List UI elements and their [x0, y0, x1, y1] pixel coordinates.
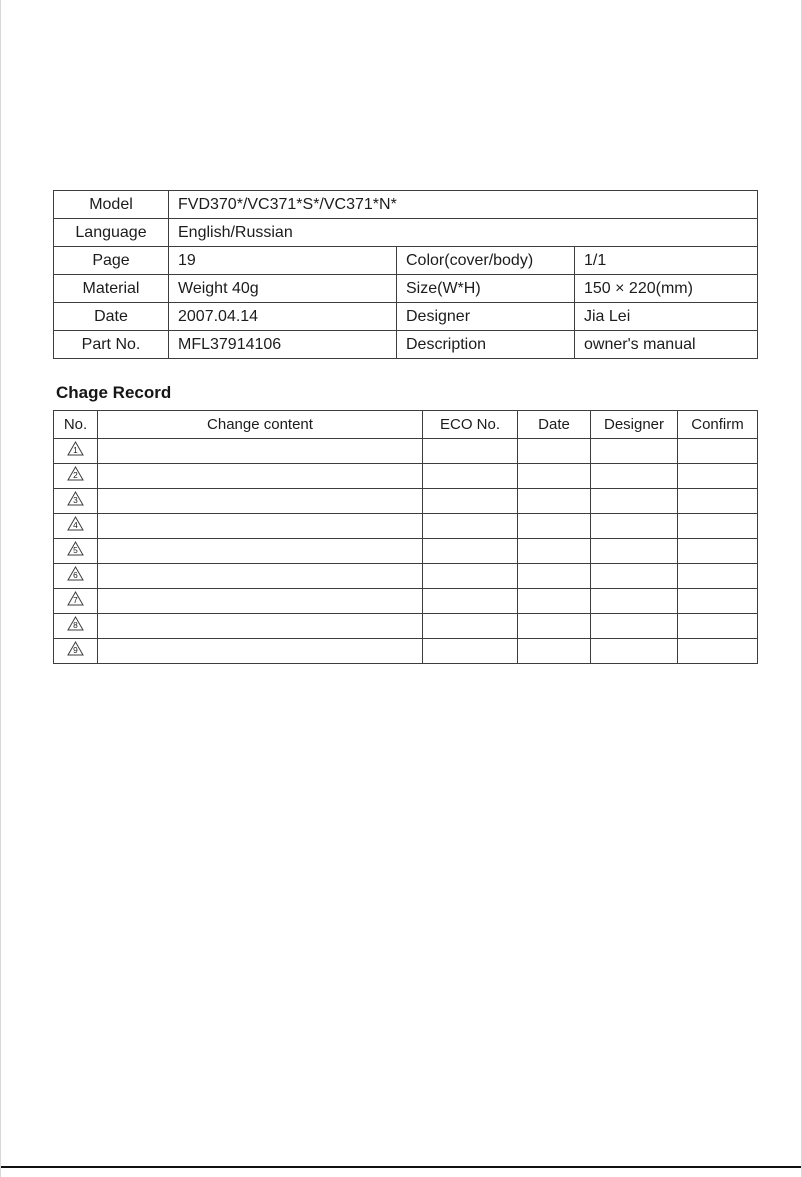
header-no: No.	[54, 411, 98, 439]
spec-value-size: 150 × 220(mm)	[575, 275, 758, 303]
table-row	[54, 589, 758, 614]
spec-value-model: FVD370*/VC371*S*/VC371*N*	[169, 191, 758, 219]
spec-table	[53, 190, 758, 359]
table-row	[54, 247, 758, 275]
header-confirm: Confirm	[678, 411, 758, 439]
spec-value-description: owner's manual	[575, 331, 758, 359]
spec-value-page: 19	[169, 247, 397, 275]
spec-label-color: Color(cover/body)	[397, 247, 575, 275]
spec-value-material: Weight 40g	[169, 275, 397, 303]
warning-triangle-icon	[67, 441, 84, 456]
table-row	[54, 639, 758, 664]
table-row	[54, 275, 758, 303]
spec-label-page: Page	[54, 247, 169, 275]
warning-triangle-icon	[67, 566, 84, 581]
warning-triangle-icon	[67, 466, 84, 481]
table-row	[54, 514, 758, 539]
table-header-row	[54, 411, 758, 439]
warning-triangle-icon	[67, 541, 84, 556]
page-bottom-rule	[1, 1166, 801, 1168]
svg-text:8: 8	[73, 620, 78, 631]
svg-text:3: 3	[73, 495, 78, 506]
table-row	[54, 489, 758, 514]
table-row	[54, 464, 758, 489]
table-row	[54, 303, 758, 331]
change-record-table	[53, 410, 758, 664]
svg-text:1: 1	[73, 445, 78, 456]
spec-label-size: Size(W*H)	[397, 275, 575, 303]
warning-triangle-icon	[67, 491, 84, 506]
warning-triangle-icon	[67, 616, 84, 631]
spec-value-partno: MFL37914106	[169, 331, 397, 359]
table-row	[54, 564, 758, 589]
spec-label-language: Language	[54, 219, 169, 247]
spec-label-designer: Designer	[397, 303, 575, 331]
table-row	[54, 539, 758, 564]
table-row	[54, 331, 758, 359]
table-row	[54, 614, 758, 639]
spec-value-language: English/Russian	[169, 219, 758, 247]
header-eco-no: ECO No.	[423, 411, 518, 439]
warning-triangle-icon	[67, 516, 84, 531]
spec-label-model: Model	[54, 191, 169, 219]
spec-label-material: Material	[54, 275, 169, 303]
svg-text:9: 9	[73, 645, 78, 656]
svg-text:4: 4	[73, 520, 78, 531]
spec-value-designer: Jia Lei	[575, 303, 758, 331]
spec-label-description: Description	[397, 331, 575, 359]
svg-text:6: 6	[73, 570, 78, 581]
spec-value-date: 2007.04.14	[169, 303, 397, 331]
spec-label-date: Date	[54, 303, 169, 331]
table-row	[54, 191, 758, 219]
table-row	[54, 439, 758, 464]
spec-label-partno: Part No.	[54, 331, 169, 359]
svg-text:2: 2	[73, 470, 78, 481]
table-row	[54, 219, 758, 247]
warning-triangle-icon	[67, 591, 84, 606]
header-date: Date	[518, 411, 591, 439]
svg-text:5: 5	[73, 545, 78, 556]
header-change-content: Change content	[98, 411, 423, 439]
change-record-heading: Chage Record	[56, 383, 172, 402]
svg-text:7: 7	[73, 595, 78, 606]
warning-triangle-icon	[67, 641, 84, 656]
header-designer: Designer	[591, 411, 678, 439]
spec-value-color: 1/1	[575, 247, 758, 275]
